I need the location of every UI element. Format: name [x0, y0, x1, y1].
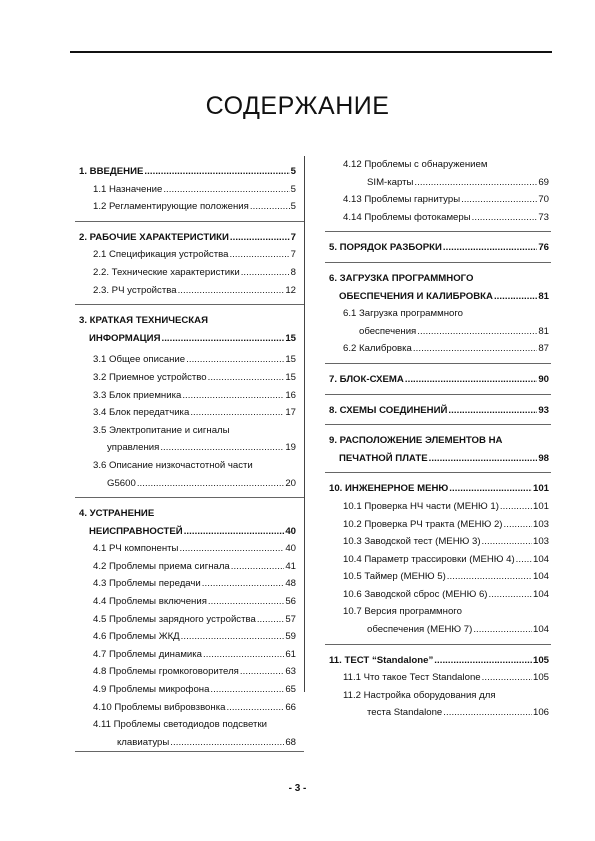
leader-dots: [488, 586, 532, 604]
toc-heading[interactable]: [79, 163, 296, 181]
leader-dots: [230, 229, 290, 247]
leader-dots: [178, 282, 285, 300]
leader-dots: [405, 371, 537, 389]
toc-section-8: [325, 395, 551, 426]
toc-entry[interactable]: [93, 681, 296, 699]
toc-entry[interactable]: [93, 628, 296, 646]
leader-dots: [500, 498, 532, 516]
page-ref: 41: [285, 560, 296, 572]
toc-entry[interactable]: [93, 475, 296, 493]
leader-dots: [231, 558, 285, 576]
page-ref: 103: [532, 536, 549, 548]
entry-label: 10.2 Проверка РЧ тракта (МЕНЮ 2): [343, 518, 503, 530]
toc-left-column: [75, 156, 305, 748]
leader-dots: [186, 351, 284, 369]
entry-label: 4.8 Проблемы громкоговорителя: [93, 666, 239, 678]
entry-label: 10.4 Параметр трассировки (МЕНЮ 4): [343, 553, 515, 565]
page-ref: 15: [285, 332, 296, 344]
leader-dots: [240, 663, 284, 681]
toc-entry[interactable]: [93, 575, 296, 593]
toc-entry[interactable]: [343, 498, 549, 516]
leader-dots: [203, 646, 284, 664]
page-ref: 57: [285, 613, 296, 625]
toc-entry-line: 4.11 Проблемы светодиодов подсветки: [93, 719, 268, 731]
page-ref: 98: [538, 452, 549, 464]
entry-label: 4.3 Проблемы передачи: [93, 578, 201, 590]
heading-label: 2. РАБОЧИЕ ХАРАКТЕРИСТИКИ: [79, 231, 229, 243]
leader-dots: [163, 181, 289, 199]
toc-entry[interactable]: [343, 704, 549, 722]
toc-entry[interactable]: [93, 593, 296, 611]
toc-heading[interactable]: [329, 480, 549, 498]
toc-entry[interactable]: [343, 669, 549, 687]
page-ref: 101: [532, 483, 549, 495]
entry-label: SIM-карты: [367, 176, 414, 188]
page-ref: 66: [285, 701, 296, 713]
entry-label: 10.6 Заводской сброс (МЕНЮ 6): [343, 588, 488, 600]
page-ref: 40: [285, 543, 296, 555]
page-ref: 69: [538, 176, 549, 188]
entry-label: 4.14 Проблемы фотокамеры: [343, 211, 471, 223]
leader-dots: [161, 330, 284, 348]
leader-dots: [184, 523, 285, 541]
page-ref: 93: [538, 404, 549, 416]
page-ref: 68: [285, 736, 296, 748]
leader-dots: [482, 533, 532, 551]
entry-label: управления: [107, 442, 160, 454]
entry-label: 2.2. Технические характеристики: [93, 266, 240, 278]
entry-label: 4.2 Проблемы приема сигнала: [93, 560, 230, 572]
heading-label: 11. ТЕСТ “Standalone”: [329, 654, 434, 666]
entry-label: 10.1 Проверка НЧ части (МЕНЮ 1): [343, 500, 499, 512]
toc-entry[interactable]: [93, 663, 296, 681]
toc-entry[interactable]: [93, 264, 296, 282]
page-ref: 20: [285, 477, 296, 489]
toc-entry[interactable]: [93, 558, 296, 576]
leader-dots: [144, 163, 289, 181]
heading-label: ОБЕСПЕЧЕНИЯ И КАЛИБРОВКА: [339, 290, 493, 302]
toc-entry[interactable]: [93, 387, 296, 405]
toc-section-9: [325, 425, 551, 473]
page-ref: 5: [290, 183, 296, 195]
top-rule: [70, 51, 552, 53]
entry-label: 4.13 Проблемы гарнитуры: [343, 194, 461, 206]
entry-label: 10.3 Заводской тест (МЕНЮ 3): [343, 536, 481, 548]
leader-dots: [461, 191, 537, 209]
page-ref: 106: [532, 707, 549, 719]
leader-dots: [226, 699, 284, 717]
toc-heading[interactable]: [329, 239, 549, 257]
toc-entry[interactable]: [343, 340, 549, 358]
page-ref: 59: [285, 631, 296, 643]
leader-dots: [208, 369, 285, 387]
toc-heading[interactable]: [329, 288, 549, 306]
toc-section-1: [75, 156, 304, 222]
page-ref: 105: [532, 672, 549, 684]
toc-entry[interactable]: [93, 439, 296, 457]
heading-label: 10. ИНЖЕНЕРНОЕ МЕНЮ: [329, 483, 449, 495]
toc-right-column: [325, 156, 551, 722]
heading-label: 7. БЛОК-СХЕМА: [329, 373, 404, 385]
leader-dots: [449, 480, 532, 498]
page-ref: 56: [285, 596, 296, 608]
page-ref: 48: [285, 578, 296, 590]
heading-label: ИНФОРМАЦИЯ: [89, 332, 161, 344]
entry-label: G5600: [107, 477, 136, 489]
toc-heading[interactable]: [79, 523, 296, 541]
entry-label: обеспечения: [359, 325, 417, 337]
page-ref: 5: [290, 166, 296, 177]
heading-label: ПЕЧАТНОЙ ПЛАТЕ: [339, 452, 428, 464]
toc-heading[interactable]: [79, 229, 296, 247]
page-ref: 8: [290, 266, 296, 278]
entry-label: 2.3. РЧ устройства: [93, 284, 177, 296]
entry-label: клавиатуры: [117, 736, 170, 748]
page-ref: 90: [538, 373, 549, 385]
toc-entry-line: 4.12 Проблемы с обнаружением: [343, 159, 488, 170]
page-ref: 105: [532, 654, 549, 666]
toc-entry[interactable]: [93, 646, 296, 664]
page-ref: 76: [538, 242, 549, 254]
leader-dots: [516, 551, 532, 569]
entry-label: 4.1 РЧ компоненты: [93, 543, 179, 555]
page-title: СОДЕРЖАНИЕ: [205, 92, 390, 120]
entry-label: 10.5 Таймер (МЕНЮ 5): [343, 571, 446, 583]
heading-label: 5. ПОРЯДОК РАЗБОРКИ: [329, 242, 442, 254]
toc-entry[interactable]: [93, 181, 296, 199]
toc-section-4-cont: [325, 156, 551, 232]
page-ref: 104: [532, 571, 549, 583]
page-ref: 16: [285, 389, 296, 401]
entry-label: 3.2 Приемное устройство: [93, 371, 207, 383]
page-ref: 15: [285, 354, 296, 366]
entry-label: 4.9 Проблемы микрофона: [93, 684, 210, 696]
toc-entry[interactable]: [343, 533, 549, 551]
toc-heading[interactable]: [329, 371, 549, 389]
leader-dots: [413, 340, 537, 358]
entry-label: 6.2 Калибровка: [343, 343, 412, 355]
toc-section-7: [325, 364, 551, 395]
toc-heading-line: 6. ЗАГРУЗКА ПРОГРАММНОГО: [329, 272, 474, 284]
leader-dots: [250, 198, 290, 216]
toc-heading[interactable]: [79, 330, 296, 348]
page-ref: 5: [290, 201, 296, 213]
leader-dots: [181, 628, 285, 646]
leader-dots: [443, 239, 537, 257]
entry-label: 3.1 Общее описание: [93, 354, 186, 366]
toc-entry[interactable]: [93, 246, 296, 264]
page-ref: 12: [285, 284, 296, 296]
page-ref: 61: [285, 648, 296, 660]
toc-entry[interactable]: [343, 516, 549, 534]
entry-label: 3.3 Блок приемника: [93, 389, 182, 401]
toc-section-10: [325, 473, 551, 644]
leader-dots: [494, 288, 537, 306]
toc-entry[interactable]: [343, 568, 549, 586]
page-ref: 104: [532, 624, 549, 636]
entry-label: 1.2 Регламентирующие положения: [93, 201, 249, 213]
toc-entry[interactable]: [93, 699, 296, 717]
toc-entry[interactable]: [343, 209, 549, 227]
leader-dots: [190, 404, 284, 422]
entry-label: 4.7 Проблемы динамика: [93, 648, 203, 660]
page-ref: 81: [538, 290, 549, 302]
toc-entry[interactable]: [343, 174, 549, 192]
leader-dots: [137, 475, 285, 493]
leader-dots: [202, 575, 285, 593]
toc-section-11: [325, 645, 551, 722]
entry-label: обеспечения (МЕНЮ 7): [367, 624, 473, 636]
page-ref: 63: [285, 666, 296, 678]
leader-dots: [429, 450, 538, 468]
leader-dots: [434, 652, 532, 670]
entry-label: 4.6 Проблемы ЖКД: [93, 631, 180, 643]
page-ref: 17: [285, 407, 296, 419]
page-ref: 70: [538, 194, 549, 206]
leader-dots: [160, 439, 284, 457]
toc-entry[interactable]: [343, 323, 549, 341]
leader-dots: [447, 568, 532, 586]
leader-dots: [179, 540, 284, 558]
leader-dots: [229, 246, 289, 264]
page-number: - 3 -: [288, 783, 307, 794]
toc-entry[interactable]: [93, 540, 296, 558]
toc-entry-line: 6.1 Загрузка программного: [343, 308, 463, 320]
toc-entry-line: 3.5 Электропитание и сигналы: [93, 424, 230, 436]
entry-label: 1.1 Назначение: [93, 183, 163, 195]
leader-dots: [472, 209, 538, 227]
toc-heading[interactable]: [329, 652, 549, 670]
toc-entry[interactable]: [93, 369, 296, 387]
toc-entry[interactable]: [93, 351, 296, 369]
leader-dots: [241, 264, 290, 282]
entry-label: 11.1 Что такое Тест Standalone: [343, 672, 481, 684]
page-ref: 15: [285, 371, 296, 383]
page-ref: 103: [532, 518, 549, 530]
toc-heading[interactable]: [329, 450, 549, 468]
toc-entry-line: 3.6 Описание низкочастотной части: [93, 459, 253, 471]
toc-entry[interactable]: [93, 198, 296, 216]
leader-dots: [504, 516, 532, 534]
toc-entry[interactable]: [343, 586, 549, 604]
leader-dots: [482, 669, 532, 687]
page-ref: 40: [285, 525, 296, 537]
leader-dots: [414, 174, 537, 192]
page-ref: 104: [532, 553, 549, 565]
toc-heading-line: 4. УСТРАНЕНИЕ: [79, 508, 155, 520]
leader-dots: [170, 734, 284, 752]
toc-entry-line: 10.7 Версия программного: [343, 606, 462, 618]
page-ref: 19: [285, 442, 296, 454]
page-ref: 104: [532, 588, 549, 600]
toc-heading-line: 3. КРАТКАЯ ТЕХНИЧЕСКАЯ: [79, 315, 208, 327]
toc-entry[interactable]: [93, 611, 296, 629]
entry-label: 4.5 Проблемы зарядного устройства: [93, 613, 256, 625]
leader-dots: [182, 387, 284, 405]
leader-dots: [448, 402, 537, 420]
heading-label: 1. ВВЕДЕНИЕ: [79, 166, 144, 177]
entry-label: 2.1 Спецификация устройства: [93, 249, 229, 261]
heading-label: НЕИСПРАВНОСТЕЙ: [89, 525, 183, 537]
heading-label: 8. СХЕМЫ СОЕДИНЕНИЙ: [329, 404, 448, 416]
toc-entry[interactable]: [93, 404, 296, 422]
leader-dots: [210, 681, 284, 699]
leader-dots: [417, 323, 537, 341]
toc-heading[interactable]: [329, 402, 549, 420]
toc-entry[interactable]: [93, 734, 296, 752]
page-ref: 101: [532, 500, 549, 512]
toc-section-4: [75, 498, 304, 752]
leader-dots: [443, 704, 532, 722]
toc-section-3: [75, 305, 304, 498]
page-ref: 81: [538, 325, 549, 337]
leader-dots: [257, 611, 285, 629]
toc-entry[interactable]: [343, 621, 549, 639]
leader-dots: [473, 621, 532, 639]
toc-section-5: [325, 232, 551, 263]
entry-label: 4.4 Проблемы включения: [93, 596, 207, 608]
toc-heading-line: 9. РАСПОЛОЖЕНИЕ ЭЛЕМЕНТОВ НА: [329, 435, 503, 447]
entry-label: 3.4 Блок передатчика: [93, 407, 190, 419]
entry-label: 4.10 Проблемы вибровзвонка: [93, 701, 226, 713]
page-ref: 7: [290, 249, 296, 261]
toc-entry[interactable]: [93, 282, 296, 300]
leader-dots: [208, 593, 284, 611]
page-ref: 65: [285, 684, 296, 696]
page-ref: 73: [538, 211, 549, 223]
toc-entry[interactable]: [343, 551, 549, 569]
toc-section-6: [325, 263, 551, 364]
toc-entry[interactable]: [343, 191, 549, 209]
page-ref: 7: [290, 231, 296, 243]
page-ref: 87: [538, 343, 549, 355]
toc-section-2: [75, 222, 304, 305]
toc-entry-line: 11.2 Настройка оборудования для: [343, 689, 496, 701]
entry-label: теста Standalone: [367, 707, 443, 719]
